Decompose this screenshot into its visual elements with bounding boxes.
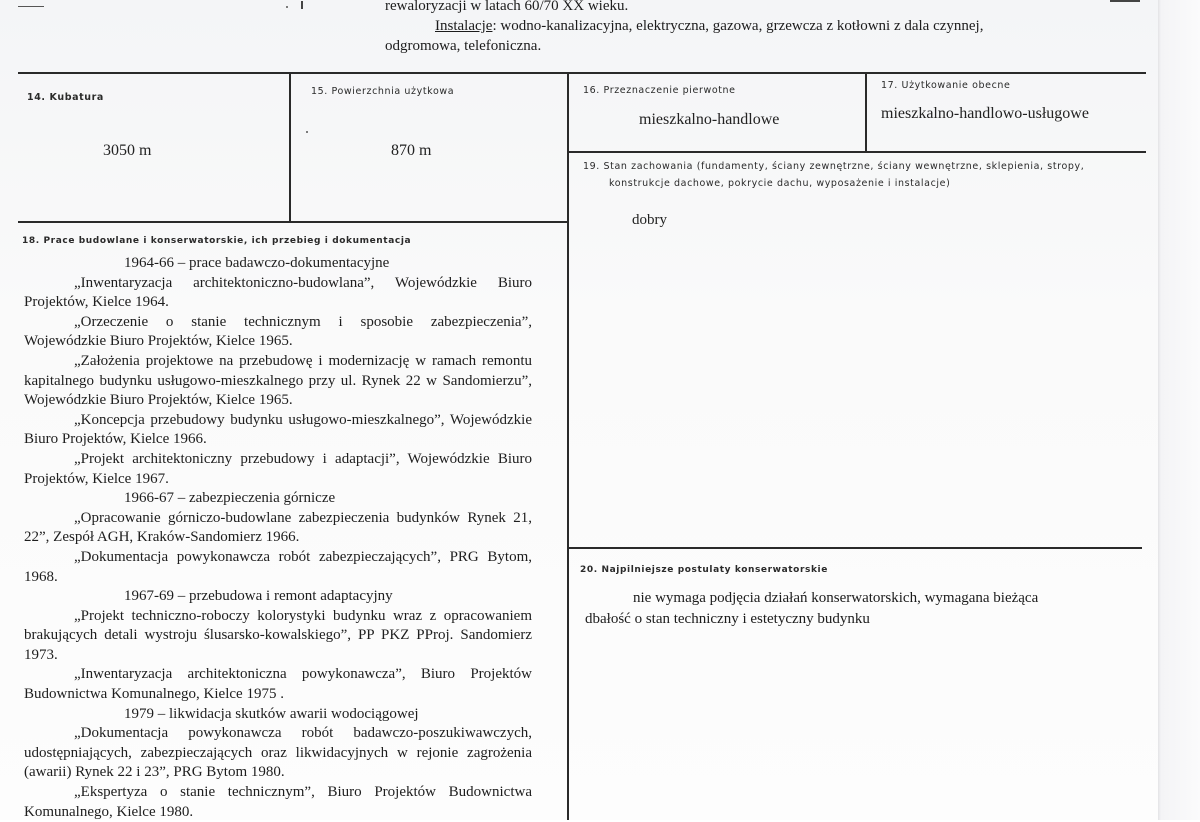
works-period: 1966-67 – zabezpieczenia górnicze (124, 490, 336, 507)
field-17-label: 17. Użytkowanie obecne (881, 80, 1011, 91)
works-entry: „Dokumentacja powykonawcza robót zabezpieczających”, PRG Bytom, 1968. (24, 548, 532, 585)
installations-label: Instalacje (435, 18, 493, 34)
works-entry: „Projekt techniczno-roboczy kolorystyki budynku wraz z opracowaniem brakujących detali wystroju ślusarsko-kowalskiego”, PP PKZ PProj. Sandomierz 1973. (24, 607, 532, 663)
field-18-works-list (24, 254, 532, 822)
works-entry: „Opracowanie górniczo-budowlane zabezpieczenia budynków Rynek 21, 22”, Zespół AGH, Kraków-Sandomierz 1966. (24, 509, 532, 546)
form-top-border (18, 72, 1146, 74)
divider-16-17 (865, 72, 867, 152)
scan-mark-topright (1110, 0, 1140, 2)
works-entry: „Ekspertyza o stanie technicznym”, Biuro Projektów Budownictwa Komunalnego, Kielce 1980. (24, 784, 532, 820)
field-14-label: 14. Kubatura (27, 92, 104, 103)
field-16-label: 16. Przeznaczenie pierwotne (583, 85, 736, 96)
works-entry: „Orzeczenie o stanie technicznym i sposobie zabezpieczenia”, Wojewódzkie Biuro Projektów, Kielce 1965. (24, 313, 532, 350)
border-16-17-bottom (568, 151, 1146, 153)
top-line-1: rewaloryzacji w latach 60/70 XX wieku. (385, 0, 629, 14)
works-period: 1964-66 – prace badawczo-dokumentacyjne (124, 255, 390, 271)
field-19-label-line2: konstrukcje dachowe, pokrycie dachu, wyposażenie i instalacje) (609, 178, 951, 189)
works-entry: „Projekt architektoniczny przebudowy i adaptacji”, Wojewódzkie Biuro Projektów, Kielce 1967. (24, 450, 532, 487)
works-period: 1967-69 – przebudowa i remont adaptacyjny (124, 588, 393, 605)
field-20-label: 20. Najpilniejsze postulaty konserwatorskie (580, 565, 828, 575)
scan-mark-dash (18, 6, 44, 7)
field-17-value: mieszkalno-handlowo-usługowe (881, 105, 1089, 122)
works-entry: „Inwentaryzacja architektoniczno-budowlana”, Wojewódzkie Biuro Projektów, Kielce 1964. (24, 274, 532, 311)
scan-mark-tick (301, 1, 303, 9)
field-16-value: mieszkalno-handlowe (639, 111, 780, 128)
field-15-value: 870 m (391, 142, 432, 159)
installations-text: : wodno-kanalizacyjna, elektryczna, gazowa, grzewcza z kotłowni z dala czynnej, (492, 18, 984, 34)
top-continuation-text (385, 0, 1095, 56)
scan-page-edge (1158, 0, 1200, 820)
works-entry: „Inwentaryzacja architektoniczna powykonawcza”, Biuro Projektów Budownictwa Komunalnego, Kielce 1975 . (24, 666, 532, 703)
field-20-value: nie wymaga podjęcia działań konserwatorskich, wymagana bieżąca dbałość o stan techniczny i estetyczny budynku (585, 590, 1039, 627)
works-entry: „Koncepcja przebudowy budynku usługowo-mieszkalnego”, Wojewódzkie Biuro Projektów, Kielce 1966. (24, 411, 532, 448)
divider-left-right (567, 72, 569, 820)
works-entry: „Dokumentacja powykonawcza robót badawczo-poszukiwawczych, udostępniających, zabezpieczających oraz likwidacyjnych w rejonie zagrożenia (awarii) Rynek 22 i 23”, PRG Bytom 1980. (24, 725, 532, 781)
works-entry: „Założenia projektowe na przebudowę i modernizację w ramach remontu kapitalnego budynku usługowo-mieszkalnego przy ul. Rynek 22 w Sandomierzu”, Wojewódzkie Biuro Projektów, Kielce 1965. (24, 352, 532, 409)
scan-speck (306, 131, 308, 133)
border-19-bottom (568, 547, 1142, 549)
field-18-label: 18. Prace budowlane i konserwatorskie, ich przebieg i dokumentacja (22, 236, 412, 246)
works-period: 1979 – likwidacja skutków awarii wodociągowej (124, 705, 419, 722)
field-19-label-line1: 19. Stan zachowania (fundamenty, ściany zewnętrzne, ściany wewnętrzne, sklepienia, stropy, (583, 161, 1085, 172)
field-15-label: 15. Powierzchnia użytkowa (311, 86, 455, 97)
field-14-value: 3050 m (103, 142, 152, 159)
divider-14-15 (289, 72, 291, 223)
border-14-15-bottom (18, 221, 568, 223)
field-19-value: dobry (632, 212, 667, 228)
top-line-2 (385, 16, 1095, 36)
top-line-3: odgromowa, telefoniczna. (385, 38, 542, 54)
scan-speck (286, 6, 288, 8)
